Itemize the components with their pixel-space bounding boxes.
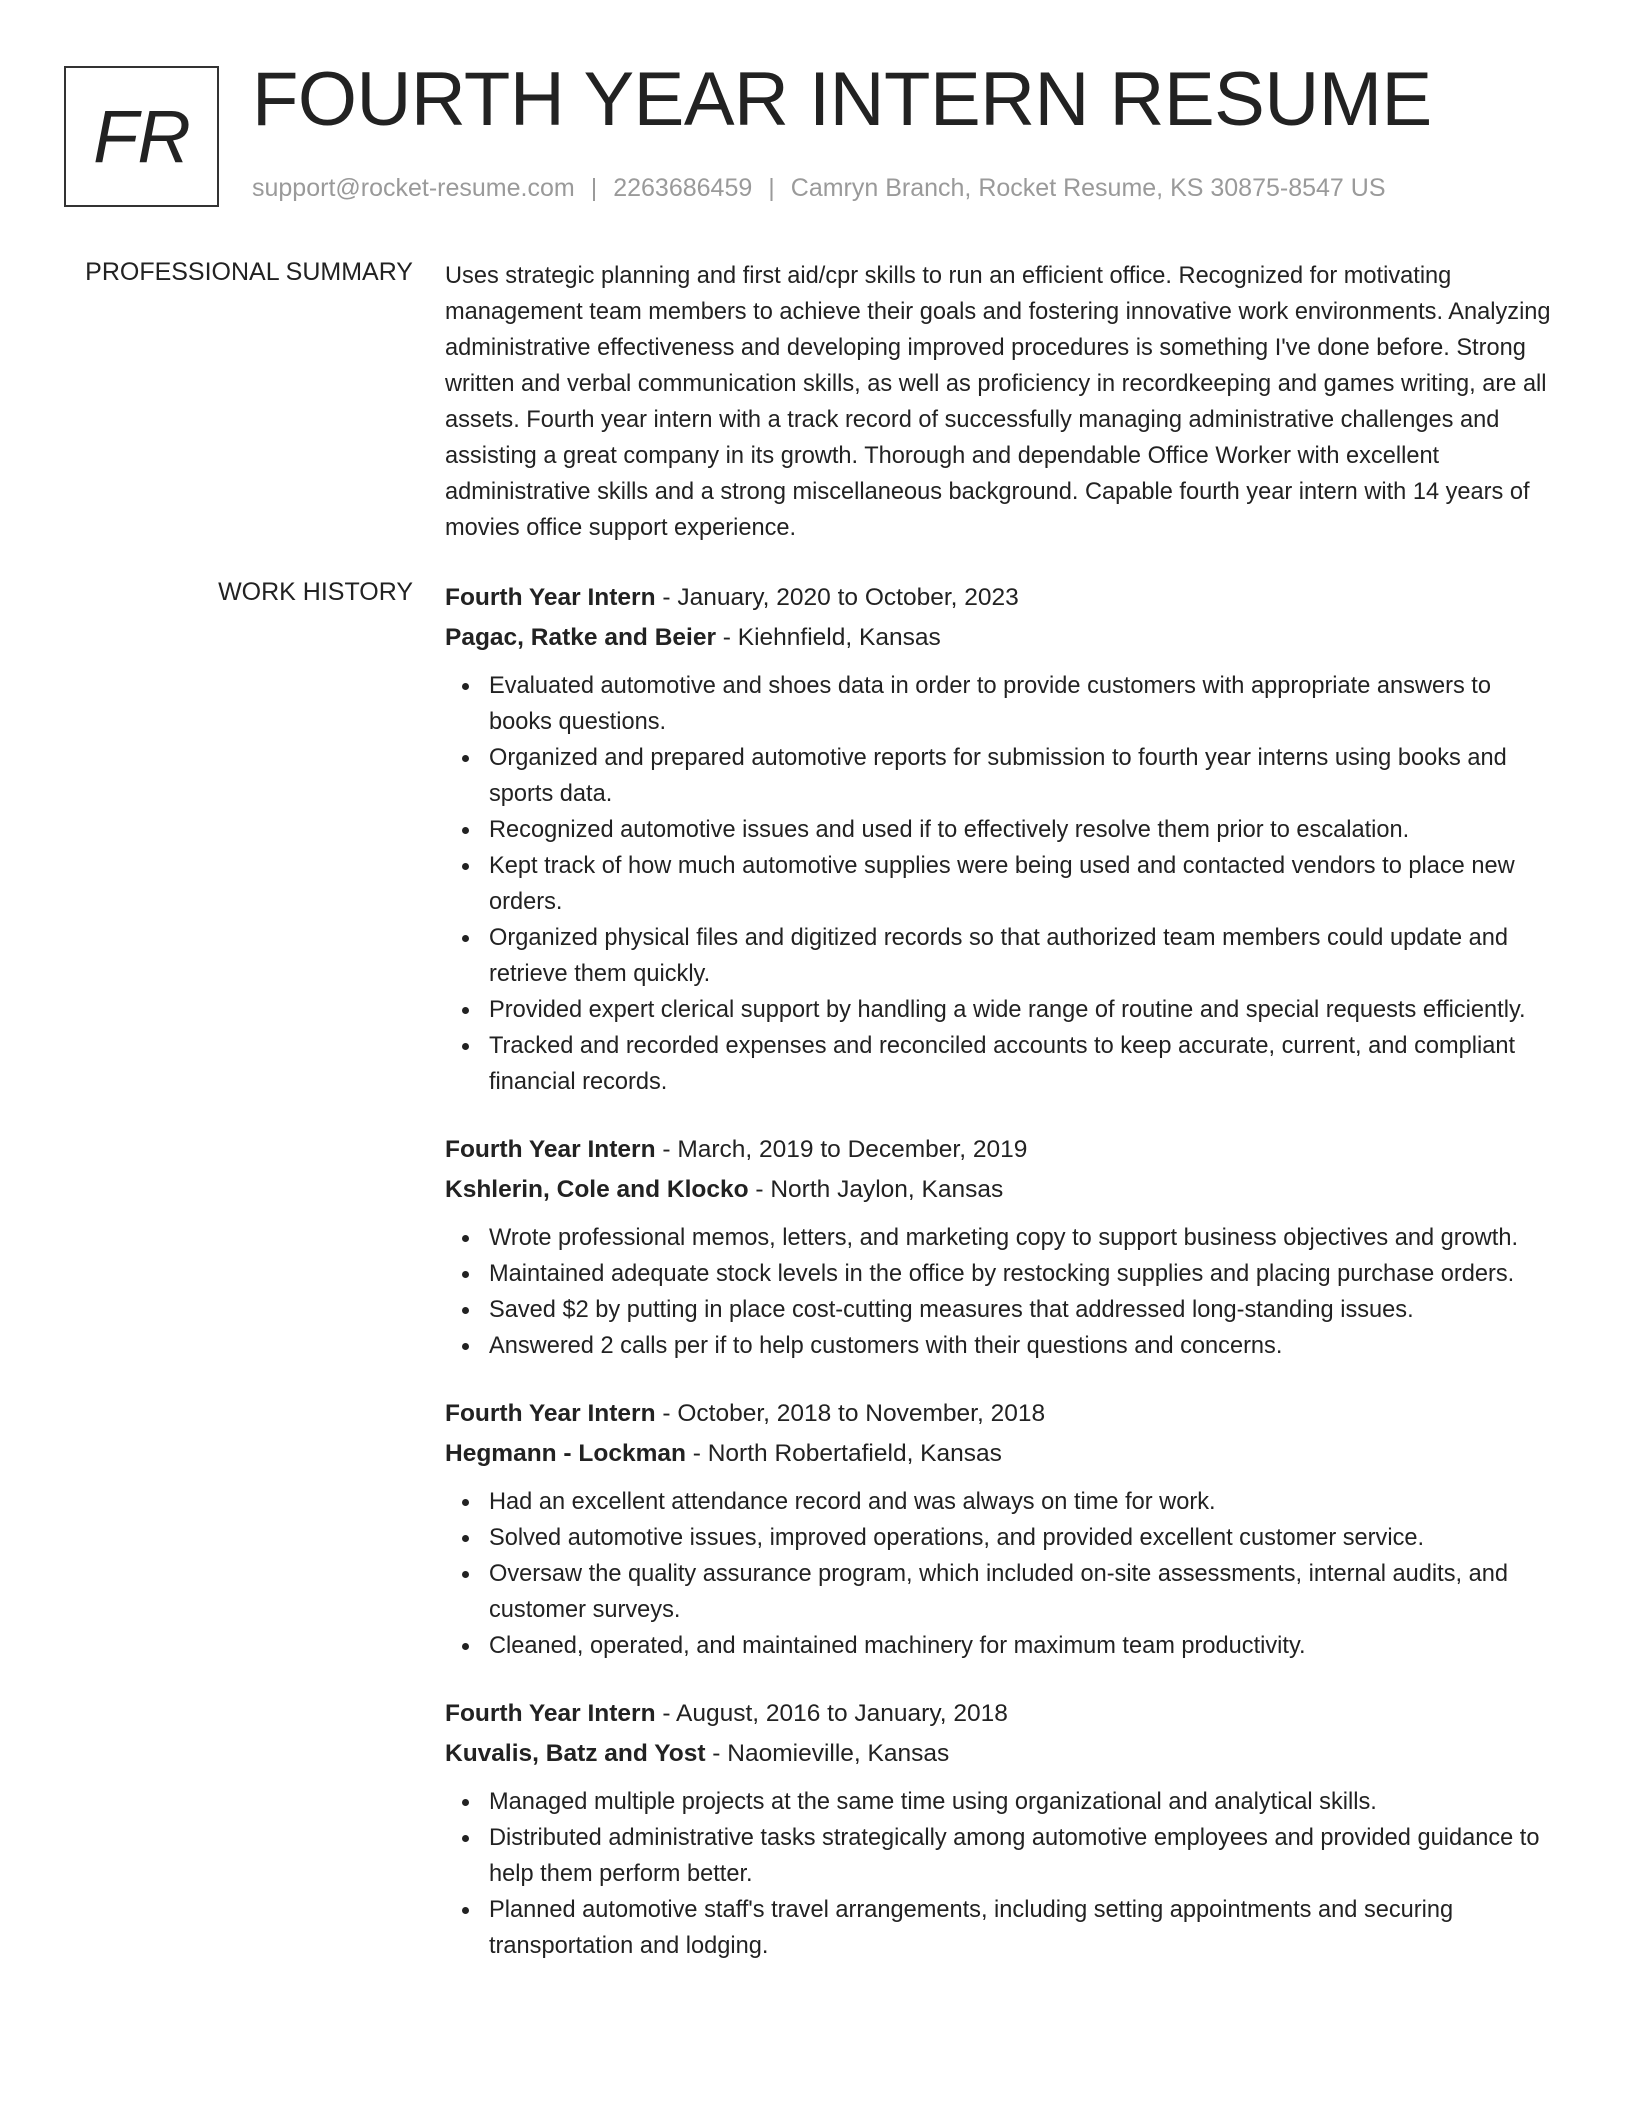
job-bullet: Organized and prepared automotive reports for submission to fourth year interns using books and sports data.	[489, 740, 1560, 812]
job-location: - Kiehnfield, Kansas	[715, 624, 941, 651]
section-label-summary: PROFESSIONAL SUMMARY	[85, 258, 413, 286]
job-title: Fourth Year Intern	[445, 1700, 656, 1727]
job-company-line	[445, 618, 1560, 658]
job-company-line	[445, 1734, 1560, 1774]
job-bullet: Solved automotive issues, improved operations, and provided excellent customer service.	[489, 1520, 1560, 1556]
job-bullet-list	[445, 1784, 1560, 1964]
summary-body	[445, 258, 1560, 546]
job-bullet: Tracked and recorded expenses and reconciled accounts to keep accurate, current, and compliant financial records.	[489, 1028, 1560, 1100]
job-title-line	[445, 1130, 1560, 1170]
job-title-line	[445, 1694, 1560, 1734]
job-dates: - October, 2018 to November, 2018	[655, 1400, 1046, 1427]
job-dates: - January, 2020 to October, 2023	[655, 584, 1019, 611]
job-entry	[445, 1694, 1560, 1964]
monogram-badge	[64, 66, 219, 207]
job-bullet: Maintained adequate stock levels in the office by restocking supplies and placing purchase orders.	[489, 1256, 1560, 1292]
job-bullet: Distributed administrative tasks strategically among automotive employees and provided guidance to help them perform better.	[489, 1820, 1560, 1892]
job-entry	[445, 1130, 1560, 1364]
job-company: Pagac, Ratke and Beier	[445, 624, 716, 651]
resume-title: FOURTH YEAR INTERN RESUME	[252, 57, 1432, 142]
job-title-line	[445, 578, 1560, 618]
job-bullet: Organized physical files and digitized records so that authorized team members could update and retrieve them quickly.	[489, 920, 1560, 992]
job-company-line	[445, 1434, 1560, 1474]
contact-separator: |	[590, 174, 598, 202]
section-label-work-history: WORK HISTORY	[218, 578, 413, 606]
job-bullet: Kept track of how much automotive supplies were being used and contacted vendors to place new orders.	[489, 848, 1560, 920]
job-dates: - August, 2016 to January, 2018	[655, 1700, 1008, 1727]
job-company: Kuvalis, Batz and Yost	[445, 1740, 706, 1767]
job-bullet: Managed multiple projects at the same time using organizational and analytical skills.	[489, 1784, 1560, 1820]
job-bullet-list	[445, 1220, 1560, 1364]
job-bullet: Recognized automotive issues and used if to effectively resolve them prior to escalation.	[489, 812, 1560, 848]
job-bullet: Provided expert clerical support by handling a wide range of routine and special requests efficiently.	[489, 992, 1560, 1028]
job-company: Kshlerin, Cole and Klocko	[445, 1176, 749, 1203]
job-bullet: Evaluated automotive and shoes data in order to provide customers with appropriate answers to books questions.	[489, 668, 1560, 740]
contact-separator: |	[768, 174, 775, 202]
job-bullet: Had an excellent attendance record and was always on time for work.	[489, 1484, 1560, 1520]
job-bullet: Saved $2 by putting in place cost-cutting measures that addressed long-standing issues.	[489, 1292, 1560, 1328]
job-bullet: Planned automotive staff's travel arrangements, including setting appointments and securing transportation and lodging.	[489, 1892, 1560, 1964]
job-bullet-list	[445, 1484, 1560, 1664]
job-bullet: Wrote professional memos, letters, and marketing copy to support business objectives and growth.	[489, 1220, 1560, 1256]
job-location: - Naomieville, Kansas	[705, 1740, 950, 1767]
work-history-body	[445, 578, 1560, 1994]
job-entry	[445, 578, 1560, 1100]
job-bullet: Oversaw the quality assurance program, which included on-site assessments, internal audits, and customer surveys.	[489, 1556, 1560, 1628]
job-title: Fourth Year Intern	[445, 584, 656, 611]
job-location: - North Robertafield, Kansas	[685, 1440, 1002, 1467]
contact-phone[interactable]: 2263686459	[613, 174, 753, 202]
contact-line	[252, 174, 1386, 203]
summary-text: Uses strategic planning and first aid/cpr skills to run an efficient office. Recognized for motivating management team members to achieve their goals and fostering innovative work environments. Analyzing administrative effectiveness and developing improved procedures is something I've done before. Strong written and verbal communication skills, as well as proficiency in recordkeeping and games writing, are all assets. Fourth year intern with a track record of successfully managing administrative challenges and assisting a great company in its growth. Thorough and dependable Office Worker with excellent administrative skills and a strong miscellaneous background. Capable fourth year intern with 14 years of movies office support experience.	[445, 263, 1551, 541]
job-title-line	[445, 1394, 1560, 1434]
job-company: Hegmann - Lockman	[445, 1440, 686, 1467]
monogram-text: FR	[93, 95, 190, 178]
job-title: Fourth Year Intern	[445, 1136, 656, 1163]
job-company-line	[445, 1170, 1560, 1210]
contact-address: Camryn Branch, Rocket Resume, KS 30875-8547 US	[790, 174, 1386, 202]
job-entry	[445, 1394, 1560, 1664]
contact-email[interactable]: support@rocket-resume.com	[252, 174, 575, 202]
job-dates: - March, 2019 to December, 2019	[655, 1136, 1028, 1163]
job-location: - North Jaylon, Kansas	[748, 1176, 1004, 1203]
job-bullet-list	[445, 668, 1560, 1100]
job-title: Fourth Year Intern	[445, 1400, 656, 1427]
job-bullet: Answered 2 calls per if to help customers with their questions and concerns.	[489, 1328, 1560, 1364]
job-bullet: Cleaned, operated, and maintained machinery for maximum team productivity.	[489, 1628, 1560, 1664]
